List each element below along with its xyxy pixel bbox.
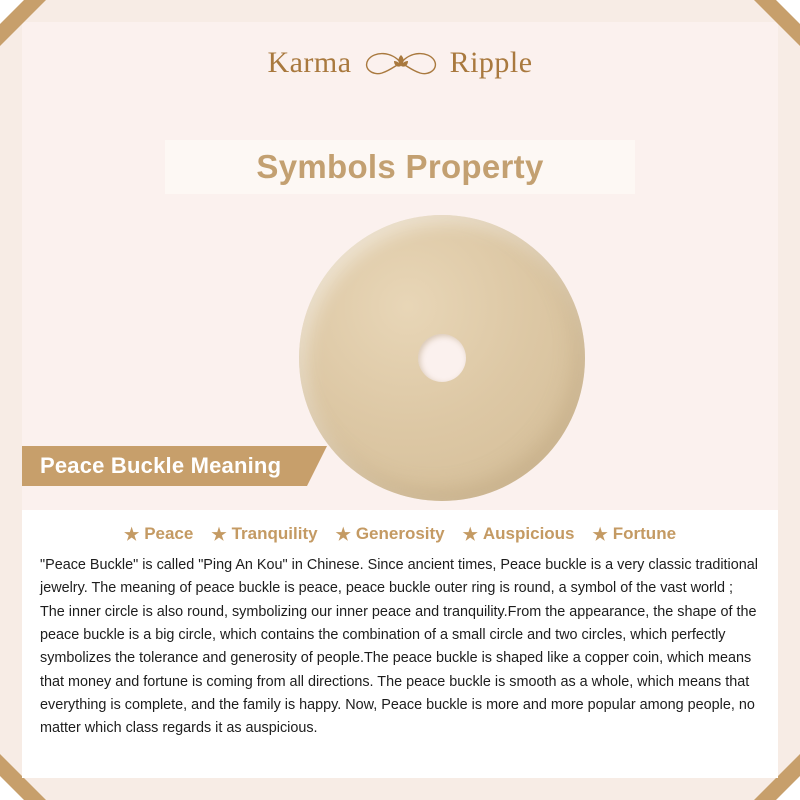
peace-buckle-disc xyxy=(299,215,585,501)
brand-name-right: Ripple xyxy=(449,46,533,79)
star-icon: ★ xyxy=(592,524,608,544)
star-icon: ★ xyxy=(211,524,227,544)
star-icon: ★ xyxy=(462,524,478,544)
keyword-item xyxy=(124,524,193,544)
keyword-item xyxy=(336,524,445,544)
keyword-item xyxy=(463,524,575,544)
corner-notch-top-left xyxy=(0,0,24,24)
keyword-label: Tranquility xyxy=(231,524,318,543)
description-paragraph: "Peace Buckle" is called "Ping An Kou" in Chinese. Since ancient times, Peace buckle is a very classic traditional jewelry. The meaning of peace buckle is peace, peace buckle outer ring is round, a symbol of the vast world ; The inner circle is also round, symbolizing our inner peace and tranquility.From the appearance, the shape of the peace buckle is a big circle, which contains the combination of a small circle and two circles, which perfectly symbolizes the tolerance and generosity of people.The peace buckle is shaped like a copper coin, which means that money and fortune is coming from all directions. The peace buckle is smooth as a whole, which means that everything is complete, and the family is happy. Now, Peace buckle is more and more popular among people, no matter which class regards it as auspicious. xyxy=(40,557,758,737)
infinity-lotus-logo-icon xyxy=(358,46,444,80)
corner-notch-top-right xyxy=(776,0,800,24)
brand-logo xyxy=(0,46,800,80)
keyword-list xyxy=(22,510,778,544)
section-ribbon-label: Peace Buckle Meaning xyxy=(40,453,282,478)
brand-name-left: Karma xyxy=(267,46,352,79)
keyword-item xyxy=(211,524,317,544)
content-card xyxy=(22,510,778,778)
star-icon: ★ xyxy=(335,524,351,544)
section-ribbon xyxy=(22,446,307,486)
star-icon: ★ xyxy=(123,524,140,544)
corner-notch-bottom-left xyxy=(0,776,24,800)
peace-buckle-hole xyxy=(418,334,466,382)
keyword-label: Peace xyxy=(144,524,194,543)
page-title: Symbols Property xyxy=(256,148,544,185)
keyword-item xyxy=(593,524,677,544)
keyword-label: Auspicious xyxy=(482,524,575,543)
page-title-band xyxy=(165,140,635,194)
corner-notch-bottom-right xyxy=(776,776,800,800)
keyword-label: Generosity xyxy=(355,524,445,543)
keyword-label: Fortune xyxy=(612,524,677,543)
